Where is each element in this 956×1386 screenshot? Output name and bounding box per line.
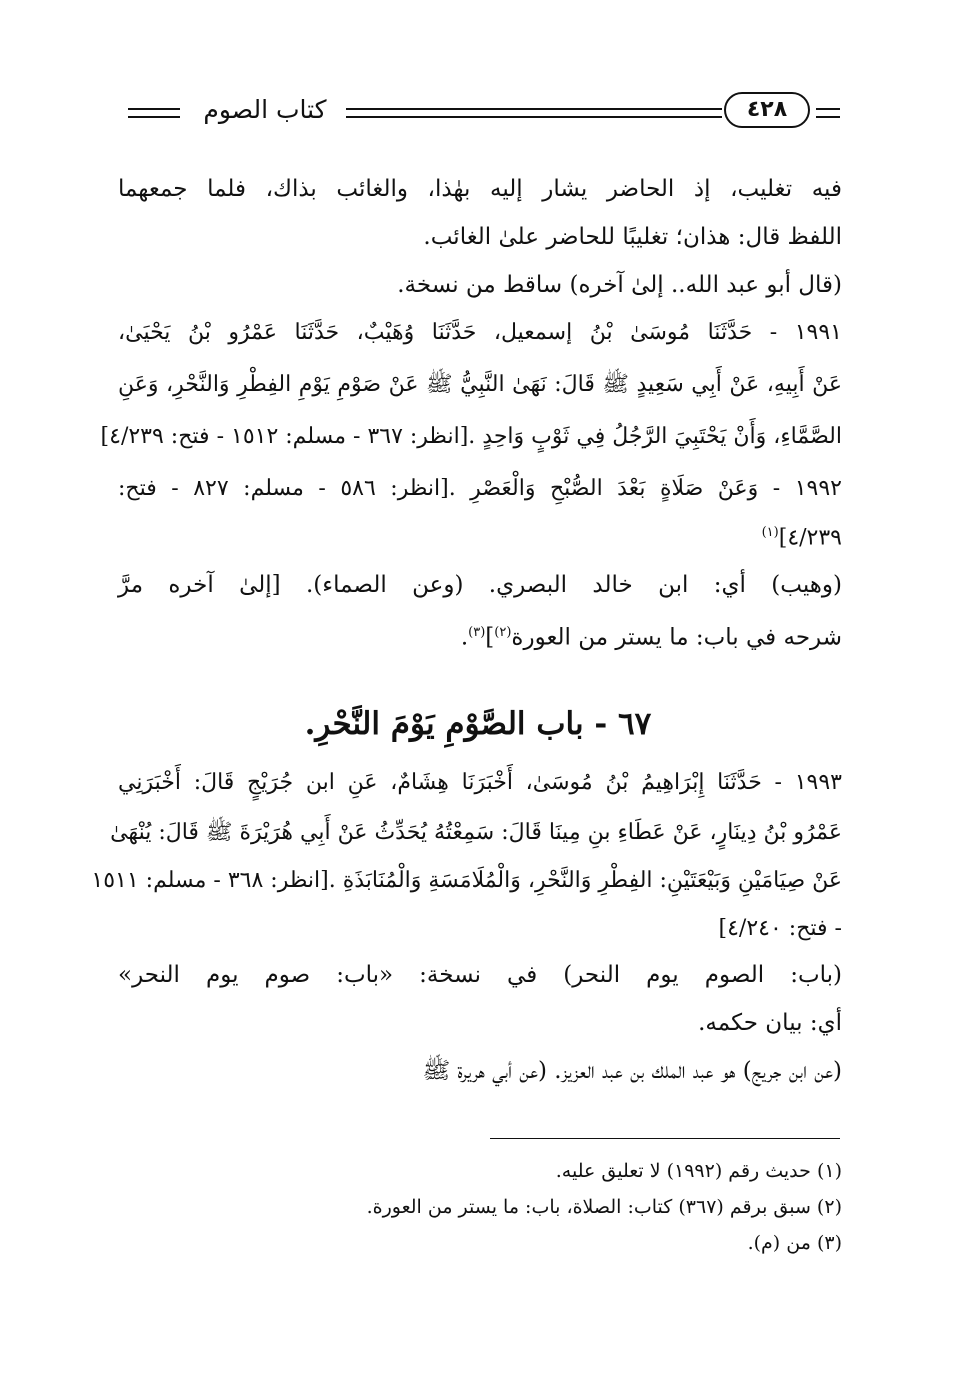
commentary-line (118, 616, 842, 655)
hadith-line: الصَّمَّاءِ، وَأَنْ يَحْتَبِيَ الرَّجُلُ فِي ثَوْبٍ وَاحِدٍ .[انظر: ٣٦٧ - مسلم: ١٥١٢ - فتح: ٤/٢٣٩] (100, 424, 842, 449)
page-header (128, 86, 840, 136)
commentary-text: شرحه في باب: ما يستر من العورة (511, 624, 842, 651)
footnote: (٢) سبق برقم (٣٦٧) كتاب: الصلاة، باب: ما يستر من العورة. (366, 1196, 842, 1218)
period: . (460, 624, 469, 651)
footnote: (١) حديث رقم (١٩٩٢) لا تعليق عليه. (555, 1160, 842, 1182)
page-number: ٤٢٨ (724, 92, 810, 128)
footnote-mark: (٢) (494, 625, 512, 640)
footnote-mark: (٣) (468, 625, 486, 640)
hadith-line: ١٩٩١ - حَدَّثَنَا مُوسَىٰ بْنُ إسمعيل، حَدَّثَنَا وُهَيْبٌ، حَدَّثَنَا عَمْرُو بْنُ يَحْيَىٰ، (118, 320, 842, 345)
hadith-reference: ٤/٢٣٩] (778, 525, 842, 551)
chapter-heading: ٦٧ - باب الصَّوْمِ يَوْمَ النَّحْرِ. (304, 706, 652, 742)
header-rule (816, 116, 840, 118)
hadith-line: عَنْ صِيَامَيْنِ وَبَيْعَتَيْنِ: الفِطْرِ وَالنَّحْرِ، وَالْمُلَامَسَةِ وَالْمُنَابَذَةِ .[انظر: ٣٦٨ - مسلم: ١٥١١ (91, 868, 842, 893)
hadith-line: ١٩٩٣ - حَدَّثَنَا إِبْرَاهِيمُ بْنُ مُوسَىٰ، أَخْبَرَنَا هِشَامٌ، عَنِ ابن جُرَيْجٍ قَالَ: أَخْبَرَنِي (118, 770, 842, 795)
hadith-line: عَنْ أَبِيهِ، عَنْ أَبِي سَعِيدٍ ﷺ قَالَ: نَهَىٰ النَّبِيُّ ﷺ عَنْ صَوْمِ يَوْمِ الفِطْرِ وَالنَّحْرِ، وَعَنِ (118, 372, 842, 397)
hadith-line: ١٩٩٢ - وَعَنْ صَلَاةٍ بَعْدَ الصُّبْحِ وَالْعَصْرِ .[انظر: ٥٨٦ - مسلم: ٨٢٧ - فتح: (118, 476, 842, 501)
commentary-line: (وهيب) أي: ابن خالد البصري. (وعن الصماء). [إلىٰ آخره مرَّ (118, 572, 842, 598)
book-title: كتاب الصوم (203, 95, 327, 124)
hadith-line: عَمْرُو بْنُ دِينَارٍ، عَنْ عَطَاءِ بنِ مِينَا قَالَ: سَمِعْتُهُ يُحَدِّثُ عَنْ أَبِي هُرَيْرَةَ ﷺ قَالَ: يُنْهَىٰ (110, 820, 842, 845)
hadith-line (118, 516, 842, 555)
footnote-separator (490, 1138, 840, 1139)
header-rule (128, 108, 180, 110)
header-rule (128, 116, 180, 118)
commentary-line: فيه تغليب، إذ الحاضر يشار إليه بهٰذا، والغائب بذاك، فلما جمعهما (118, 176, 842, 202)
commentary-line: (قال أبو عبد الله.. إلىٰ آخره) ساقط من نسخة. (397, 272, 842, 298)
commentary-line: أي: بيان حكمه. (698, 1010, 842, 1036)
header-rule (816, 108, 840, 110)
commentary-line: (باب: الصوم يوم النحر) في نسخة: «باب: صوم يوم النحر» (118, 962, 842, 988)
header-rule (346, 108, 722, 110)
hadith-line: - فتح: ٤/٢٤٠] (718, 916, 842, 941)
bracket-close: ] (485, 624, 495, 651)
header-rule (346, 116, 722, 118)
footnote: (٣) من (م). (747, 1232, 842, 1254)
commentary-line: اللفظ قال: هذان؛ تغليبًا للحاضر علىٰ الغائب. (423, 224, 842, 250)
commentary-line: (عن ابن جريج) هو عبد الملك بن عبد العزيز. (عن أبي هريرة ﷺ (422, 1058, 842, 1084)
footnote-mark: (١) (761, 525, 779, 540)
